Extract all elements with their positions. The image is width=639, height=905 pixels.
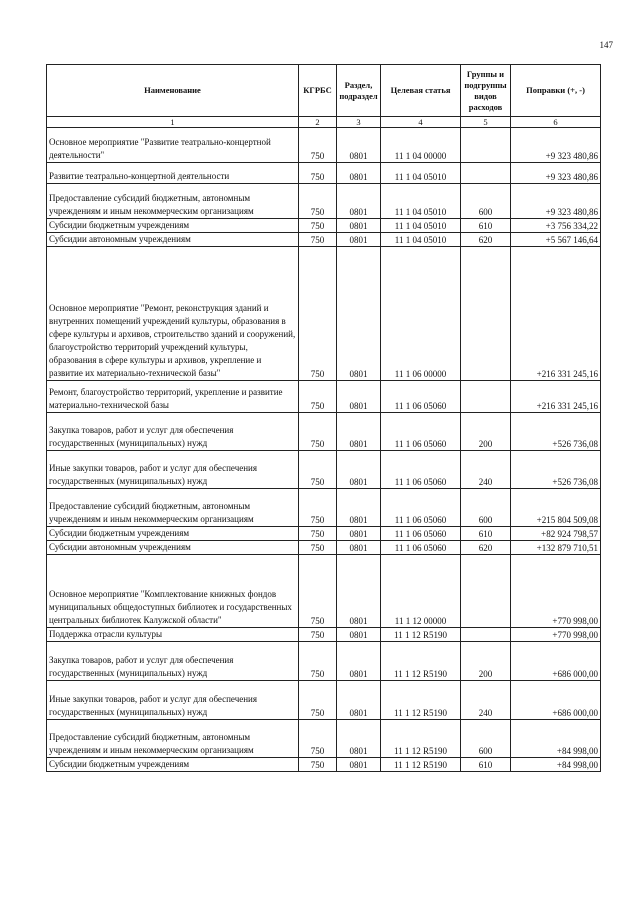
table-row [47, 163, 601, 184]
cell-section: 0801 [337, 184, 381, 219]
cell-kgrbs: 750 [299, 128, 337, 163]
column-number: 3 [337, 117, 381, 128]
cell-amendment: +215 804 509,08 [511, 489, 601, 527]
cell-target-article: 11 1 12 R5190 [381, 720, 461, 758]
cell-amendment: +84 998,00 [511, 720, 601, 758]
cell-kgrbs: 750 [299, 527, 337, 541]
column-number: 5 [461, 117, 511, 128]
cell-expense-group [461, 163, 511, 184]
table-row [47, 527, 601, 541]
cell-amendment: +9 323 480,86 [511, 128, 601, 163]
cell-name: Основное мероприятие "Ремонт, реконструкция зданий и внутренних помещений учреждений культуры, образования в сфере культуры и архивов, строительство зданий и сооружений, благоустройство территорий учреждений культуры, образования в сфере культуры и архивов, укрепление и развитие их материально-технической базы" [47, 247, 299, 381]
cell-name: Основное мероприятие "Развитие театрально-концертной деятельности" [47, 128, 299, 163]
cell-expense-group: 620 [461, 233, 511, 247]
column-header-expense-group: Группы и подгруппы видов расходов [461, 65, 511, 117]
cell-target-article: 11 1 06 05060 [381, 413, 461, 451]
cell-expense-group: 610 [461, 527, 511, 541]
cell-expense-group [461, 247, 511, 381]
budget-table [46, 64, 601, 772]
cell-section: 0801 [337, 163, 381, 184]
cell-kgrbs: 750 [299, 758, 337, 772]
cell-section: 0801 [337, 541, 381, 555]
cell-amendment: +770 998,00 [511, 628, 601, 642]
cell-amendment: +84 998,00 [511, 758, 601, 772]
cell-expense-group: 200 [461, 642, 511, 681]
cell-kgrbs: 750 [299, 628, 337, 642]
cell-expense-group: 600 [461, 184, 511, 219]
cell-amendment: +686 000,00 [511, 642, 601, 681]
cell-expense-group: 620 [461, 541, 511, 555]
cell-target-article: 11 1 04 05010 [381, 184, 461, 219]
table-row [47, 681, 601, 720]
cell-kgrbs: 750 [299, 163, 337, 184]
column-number: 1 [47, 117, 299, 128]
cell-section: 0801 [337, 681, 381, 720]
cell-expense-group: 200 [461, 413, 511, 451]
cell-target-article: 11 1 06 00000 [381, 247, 461, 381]
cell-target-article: 11 1 04 05010 [381, 233, 461, 247]
cell-section: 0801 [337, 527, 381, 541]
cell-section: 0801 [337, 219, 381, 233]
cell-kgrbs: 750 [299, 184, 337, 219]
cell-expense-group: 600 [461, 720, 511, 758]
column-number: 6 [511, 117, 601, 128]
cell-target-article: 11 1 06 05060 [381, 381, 461, 413]
cell-kgrbs: 750 [299, 451, 337, 489]
cell-name: Иные закупки товаров, работ и услуг для обеспечения государственных (муниципальных) нужд [47, 451, 299, 489]
table-row [47, 413, 601, 451]
cell-section: 0801 [337, 489, 381, 527]
cell-kgrbs: 750 [299, 247, 337, 381]
cell-section: 0801 [337, 758, 381, 772]
table-row [47, 128, 601, 163]
column-number: 4 [381, 117, 461, 128]
cell-expense-group [461, 555, 511, 628]
cell-name: Предоставление субсидий бюджетным, автономным учреждениям и иным некоммерческим организациям [47, 720, 299, 758]
cell-expense-group: 240 [461, 451, 511, 489]
cell-name: Иные закупки товаров, работ и услуг для обеспечения государственных (муниципальных) нужд [47, 681, 299, 720]
cell-name: Поддержка отрасли культуры [47, 628, 299, 642]
cell-amendment: +216 331 245,16 [511, 247, 601, 381]
cell-target-article: 11 1 04 00000 [381, 128, 461, 163]
cell-name: Субсидии бюджетным учреждениям [47, 219, 299, 233]
cell-kgrbs: 750 [299, 541, 337, 555]
table-row [47, 233, 601, 247]
cell-section: 0801 [337, 555, 381, 628]
cell-section: 0801 [337, 128, 381, 163]
table-body [47, 128, 601, 772]
cell-section: 0801 [337, 451, 381, 489]
cell-section: 0801 [337, 233, 381, 247]
cell-name: Закупка товаров, работ и услуг для обеспечения государственных (муниципальных) нужд [47, 642, 299, 681]
table-row [47, 720, 601, 758]
cell-expense-group: 610 [461, 219, 511, 233]
cell-name: Основное мероприятие "Комплектование книжных фондов муниципальных общедоступных библиотек и государственных центральных библиотек Калужской области" [47, 555, 299, 628]
cell-amendment: +132 879 710,51 [511, 541, 601, 555]
cell-target-article: 11 1 04 05010 [381, 219, 461, 233]
table-row [47, 489, 601, 527]
cell-amendment: +3 756 334,22 [511, 219, 601, 233]
cell-target-article: 11 1 06 05060 [381, 451, 461, 489]
table-row [47, 628, 601, 642]
cell-section: 0801 [337, 628, 381, 642]
cell-target-article: 11 1 12 R5190 [381, 628, 461, 642]
column-header-amendments: Поправки (+, -) [511, 65, 601, 117]
cell-target-article: 11 1 12 R5190 [381, 642, 461, 681]
cell-kgrbs: 750 [299, 381, 337, 413]
cell-section: 0801 [337, 247, 381, 381]
cell-name: Закупка товаров, работ и услуг для обеспечения государственных (муниципальных) нужд [47, 413, 299, 451]
table-row [47, 642, 601, 681]
cell-name: Развитие театрально-концертной деятельности [47, 163, 299, 184]
cell-amendment: +9 323 480,86 [511, 163, 601, 184]
cell-kgrbs: 750 [299, 681, 337, 720]
column-number: 2 [299, 117, 337, 128]
cell-name: Субсидии автономным учреждениям [47, 233, 299, 247]
cell-target-article: 11 1 12 R5190 [381, 758, 461, 772]
cell-expense-group: 240 [461, 681, 511, 720]
column-number-row [47, 117, 601, 128]
cell-target-article: 11 1 12 R5190 [381, 681, 461, 720]
cell-target-article: 11 1 06 05060 [381, 541, 461, 555]
cell-name: Ремонт, благоустройство территорий, укрепление и развитие материально-технической базы [47, 381, 299, 413]
column-header-target-article: Целевая статья [381, 65, 461, 117]
cell-kgrbs: 750 [299, 489, 337, 527]
table-row [47, 184, 601, 219]
column-header-name: Наименование [47, 65, 299, 117]
cell-section: 0801 [337, 720, 381, 758]
cell-expense-group: 600 [461, 489, 511, 527]
cell-section: 0801 [337, 413, 381, 451]
cell-kgrbs: 750 [299, 720, 337, 758]
cell-expense-group: 610 [461, 758, 511, 772]
table-row [47, 541, 601, 555]
table-row [47, 451, 601, 489]
cell-amendment: +82 924 798,57 [511, 527, 601, 541]
cell-kgrbs: 750 [299, 233, 337, 247]
cell-name: Предоставление субсидий бюджетным, автономным учреждениям и иным некоммерческим организациям [47, 184, 299, 219]
page-number: 147 [599, 40, 613, 50]
cell-amendment: +770 998,00 [511, 555, 601, 628]
cell-amendment: +9 323 480,86 [511, 184, 601, 219]
cell-target-article: 11 1 04 05010 [381, 163, 461, 184]
cell-name: Предоставление субсидий бюджетным, автономным учреждениям и иным некоммерческим организациям [47, 489, 299, 527]
cell-kgrbs: 750 [299, 555, 337, 628]
cell-kgrbs: 750 [299, 413, 337, 451]
column-header-section: Раздел, подраздел [337, 65, 381, 117]
cell-expense-group [461, 128, 511, 163]
cell-amendment: +5 567 146,64 [511, 233, 601, 247]
cell-amendment: +216 331 245,16 [511, 381, 601, 413]
table-row [47, 555, 601, 628]
cell-amendment: +686 000,00 [511, 681, 601, 720]
cell-amendment: +526 736,08 [511, 413, 601, 451]
cell-kgrbs: 750 [299, 219, 337, 233]
cell-name: Субсидии бюджетным учреждениям [47, 758, 299, 772]
table-row [47, 758, 601, 772]
table-row [47, 381, 601, 413]
cell-target-article: 11 1 06 05060 [381, 489, 461, 527]
cell-name: Субсидии автономным учреждениям [47, 541, 299, 555]
table-row [47, 219, 601, 233]
cell-name: Субсидии бюджетным учреждениям [47, 527, 299, 541]
cell-amendment: +526 736,08 [511, 451, 601, 489]
cell-target-article: 11 1 06 05060 [381, 527, 461, 541]
cell-section: 0801 [337, 642, 381, 681]
cell-expense-group [461, 381, 511, 413]
table-row [47, 247, 601, 381]
cell-kgrbs: 750 [299, 642, 337, 681]
table-header-row [47, 65, 601, 117]
cell-target-article: 11 1 12 00000 [381, 555, 461, 628]
cell-section: 0801 [337, 381, 381, 413]
column-header-kgrbs: КГРБС [299, 65, 337, 117]
cell-expense-group [461, 628, 511, 642]
